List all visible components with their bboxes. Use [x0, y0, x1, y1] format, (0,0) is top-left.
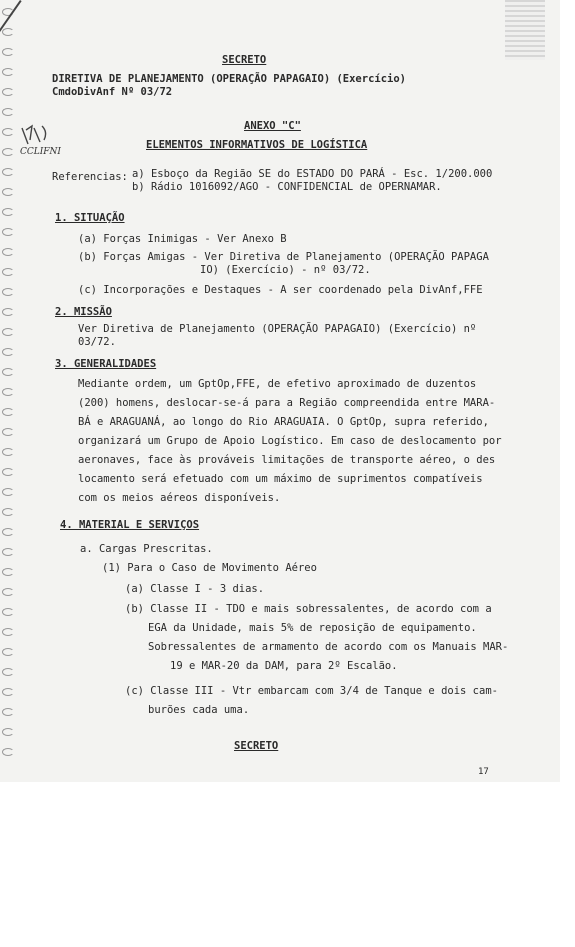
directive-number: CmdoDivAnf Nº 03/72 [52, 86, 173, 98]
binder-hole [2, 448, 14, 456]
classe-3-line-2: burões cada uma. [148, 704, 250, 716]
classification-top: SECRETO [222, 54, 267, 66]
binder-hole [2, 268, 14, 276]
binder-hole [2, 468, 14, 476]
section-4-a: a. Cargas Prescritas. [80, 543, 213, 555]
binder-hole [2, 428, 14, 436]
classe-3-line-1: (c) Classe III - Vtr embarcam com 3/4 de Tanque e dois cam- [125, 685, 498, 697]
section-1-heading: 1. SITUAÇÃO [55, 212, 125, 224]
binder-hole [2, 108, 14, 116]
binder-hole [2, 288, 14, 296]
binder-hole [2, 148, 14, 156]
section-1-c: (c) Incorporações e Destaques - A ser coordenado pela DivAnf,FFE [78, 284, 483, 296]
binder-hole [2, 48, 14, 56]
scan-smudge [505, 0, 545, 60]
reference-b: b) Rádio 1016092/AGO - CONFIDENCIAL de OPERNAMAR. [132, 181, 442, 193]
binder-hole [2, 128, 14, 136]
classe-2-line-2: EGA da Unidade, mais 5% de reposição de equipamento. [148, 622, 477, 634]
section-3-line-7: com os meios aéreos disponíveis. [78, 492, 281, 504]
section-4-sub1: (1) Para o Caso de Movimento Aéreo [102, 562, 317, 574]
binder-hole [2, 688, 14, 696]
references-label: Referencias: [52, 171, 128, 183]
binder-hole [2, 488, 14, 496]
binder-hole [2, 168, 14, 176]
binder-hole [2, 608, 14, 616]
classe-2-line-3: Sobressalentes de armamento de acordo com os Manuais MAR- [148, 641, 509, 653]
section-3-line-3: BÁ e ARAGUANÁ, ao longo do Rio ARAGUAIA. O GptOp, supra referido, [78, 416, 489, 428]
section-3-line-4: organizará um Grupo de Apoio Logístico. Em caso de deslocamento por [78, 435, 502, 447]
section-1-a: (a) Forças Inimigas - Ver Anexo B [78, 233, 287, 245]
binder-hole [2, 408, 14, 416]
reference-a: a) Esboço da Região SE do ESTADO DO PARÁ - Esc. 1/200.000 [132, 168, 493, 180]
classe-1: (a) Classe I - 3 dias. [125, 583, 265, 595]
binder-holes [2, 8, 14, 778]
binder-hole [2, 528, 14, 536]
binder-hole [2, 568, 14, 576]
binder-hole [2, 248, 14, 256]
section-2-heading: 2. MISSÃO [55, 306, 112, 318]
section-3-line-2: (200) homens, deslocar-se-á para a Região compreendida entre MARA- [78, 397, 496, 409]
binder-hole [2, 228, 14, 236]
annex-title: ANEXO "C" [244, 120, 301, 132]
page-number: 17 [478, 767, 489, 777]
section-2-line2: 03/72. [78, 336, 116, 348]
section-4-heading: 4. MATERIAL E SERVIÇOS [60, 519, 200, 531]
binder-hole [2, 668, 14, 676]
handwritten-note: CCLIFNI [20, 147, 61, 157]
section-2-line1: Ver Diretiva de Planejamento (OPERAÇÃO PAPAGAIO) (Exercício) nº [78, 323, 477, 335]
directive-title: DIRETIVA DE PLANEJAMENTO (OPERAÇÃO PAPAGAIO) (Exercício) [52, 73, 407, 85]
binder-hole [2, 208, 14, 216]
classe-2-line-4: 19 e MAR-20 da DAM, para 2º Escalão. [170, 660, 398, 672]
binder-hole [2, 748, 14, 756]
binder-hole [2, 508, 14, 516]
section-1-b-line1: (b) Forças Amigas - Ver Diretiva de Planejamento (OPERAÇÃO PAPAGA [78, 251, 489, 263]
binder-hole [2, 368, 14, 376]
classe-2-line-1: (b) Classe II - TDO e mais sobressalentes, de acordo com a [125, 603, 492, 615]
classification-bottom: SECRETO [234, 740, 279, 752]
binder-hole [2, 728, 14, 736]
section-3-line-5: aeronaves, face às prováveis limitações de transporte aéreo, o des [78, 454, 496, 466]
binder-hole [2, 188, 14, 196]
section-1-b-line2: IO) (Exercício) - nº 03/72. [200, 264, 371, 276]
binder-hole [2, 588, 14, 596]
binder-hole [2, 28, 14, 36]
binder-hole [2, 548, 14, 556]
binder-hole [2, 348, 14, 356]
binder-hole [2, 648, 14, 656]
annex-subtitle: ELEMENTOS INFORMATIVOS DE LOGÍSTICA [146, 139, 368, 151]
binder-hole [2, 388, 14, 396]
section-3-line-6: locamento será efetuado com um máximo de suprimentos compatíveis [78, 473, 483, 485]
binder-hole [2, 628, 14, 636]
binder-hole [2, 68, 14, 76]
binder-hole [2, 88, 14, 96]
binder-hole [2, 328, 14, 336]
section-3-line-1: Mediante ordem, um GptOp,FFE, de efetivo aproximado de duzentos [78, 378, 477, 390]
section-3-heading: 3. GENERALIDADES [55, 358, 157, 370]
binder-hole [2, 308, 14, 316]
binder-hole [2, 708, 14, 716]
